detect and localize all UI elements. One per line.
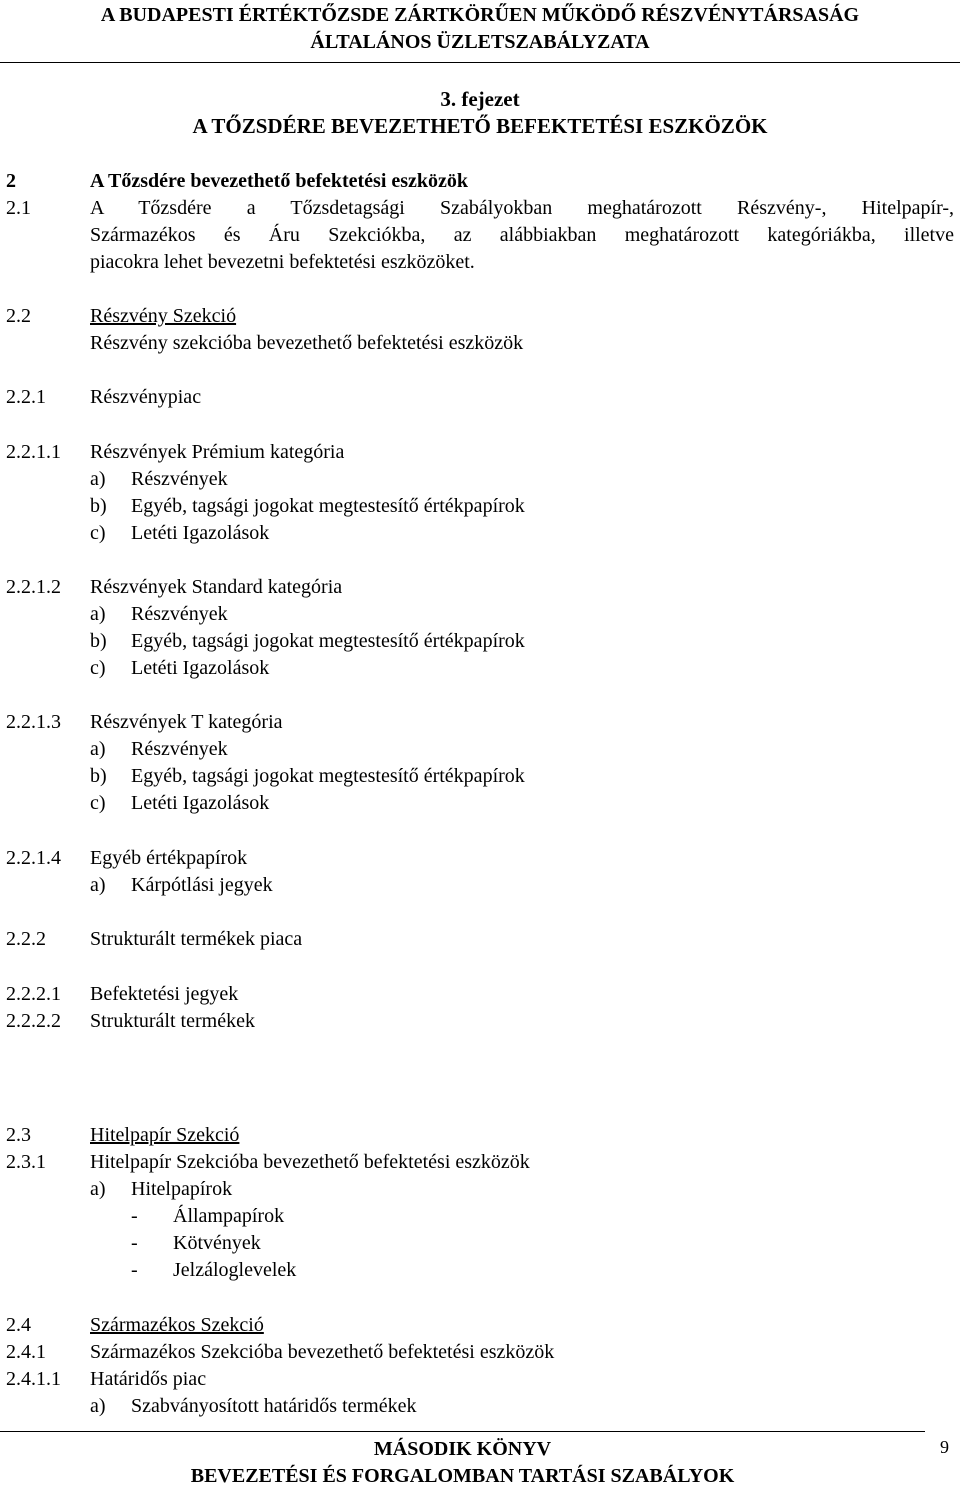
subsection-title: Részvény Szekció [90,305,237,327]
list-item: Egyéb, tagsági jogokat megtestesítő értékpapírok [131,495,525,517]
page-number: 9 [940,1437,949,1457]
document-header-line1: A BUDAPESTI ÉRTÉKTŐZSDE ZÁRTKÖRŰEN MŰKÖDŐ RÉSZVÉNYTÁRSASÁG [100,4,860,26]
dash-marker: - [131,1232,138,1254]
list-item: Kárpótlási jegyek [131,874,273,896]
subsection-number: 2.2 [6,305,31,327]
chapter-title: A TŐZSDÉRE BEVEZETHETŐ BEFEKTETÉSI ESZKÖZÖK [192,114,768,138]
item-number: 2.2.1.4 [6,847,61,869]
subsection-number: 2.4 [6,1314,31,1336]
dash-item: Kötvények [173,1232,261,1254]
paragraph-line: Származékos és Áru Szekciókba, az alábbiakban meghatározott kategóriákba, illetve [90,224,954,246]
item-title: Részvények Prémium kategória [90,441,345,463]
header-divider [0,62,960,63]
item-number: 2.2.1.2 [6,576,61,598]
item-title: Hitelpapír Szekcióba bevezethető befektetési eszközök [90,1151,530,1173]
list-item: Letéti Igazolások [131,792,270,814]
list-item: Egyéb, tagsági jogokat megtestesítő értékpapírok [131,630,525,652]
item-title: Befektetési jegyek [90,983,239,1005]
chapter-number: 3. fejezet [440,87,520,111]
footer-line2: BEVEZETÉSI ÉS FORGALOMBAN TARTÁSI SZABÁLYOK [190,1465,735,1487]
dash-item: Állampapírok [173,1205,285,1227]
section-number: 2 [6,170,16,192]
item-title: Egyéb értékpapírok [90,847,248,869]
list-letter: b) [90,630,107,652]
item-title: Részvénypiac [90,386,202,408]
item-title: Strukturált termékek [90,1010,255,1032]
paragraph-line: piacokra lehet bevezetni befektetési eszközöket. [90,251,475,273]
item-title: Határidős piac [90,1368,207,1390]
list-letter: c) [90,522,106,544]
list-letter: a) [90,468,106,490]
item-title: Részvények Standard kategória [90,576,343,598]
item-number: 2.2.1 [6,386,46,408]
footer-line1: MÁSODIK KÖNYV [373,1438,552,1460]
item-number: 2.3.1 [6,1151,46,1173]
list-letter: a) [90,738,106,760]
list-letter: b) [90,765,107,787]
subsection-subtitle: Részvény szekcióba bevezethető befektetési eszközök [90,332,524,354]
dash-marker: - [131,1259,138,1281]
list-letter: a) [90,1178,106,1200]
list-item: Részvények [131,468,228,490]
list-item: Részvények [131,738,228,760]
item-title: Strukturált termékek piaca [90,928,303,950]
subsection-title: Hitelpapír Szekció [90,1124,240,1146]
subsection-number: 2.3 [6,1124,31,1146]
list-letter: a) [90,1395,106,1417]
item-number: 2.2.2.1 [6,983,61,1005]
list-item: Hitelpapírok [131,1178,233,1200]
paragraph-number: 2.1 [6,197,31,219]
list-letter: a) [90,603,106,625]
item-title: Részvények T kategória [90,711,283,733]
item-number: 2.2.1.1 [6,441,61,463]
item-number: 2.2.2 [6,928,46,950]
paragraph-line: A Tőzsdére a Tőzsdetagsági Szabályokban meghatározott Részvény-, Hitelpapír-, [90,197,954,219]
list-item: Szabványosított határidős termékek [131,1395,417,1417]
list-item: Részvények [131,603,228,625]
subsection-title: Származékos Szekció [90,1314,264,1336]
footer-divider [0,1431,925,1432]
list-letter: a) [90,874,106,896]
document-header-line2: ÁLTALÁNOS ÜZLETSZABÁLYZATA [310,31,650,53]
item-number: 2.4.1.1 [6,1368,61,1390]
item-number: 2.2.1.3 [6,711,61,733]
section-title: A Tőzsdére bevezethető befektetési eszközök [90,170,469,192]
list-letter: c) [90,657,106,679]
item-number: 2.4.1 [6,1341,46,1363]
item-title: Származékos Szekcióba bevezethető befektetési eszközök [90,1341,555,1363]
dash-item: Jelzáloglevelek [173,1259,297,1281]
list-letter: b) [90,495,107,517]
dash-marker: - [131,1205,138,1227]
list-item: Egyéb, tagsági jogokat megtestesítő értékpapírok [131,765,525,787]
list-letter: c) [90,792,106,814]
list-item: Letéti Igazolások [131,522,270,544]
list-item: Letéti Igazolások [131,657,270,679]
item-number: 2.2.2.2 [6,1010,61,1032]
